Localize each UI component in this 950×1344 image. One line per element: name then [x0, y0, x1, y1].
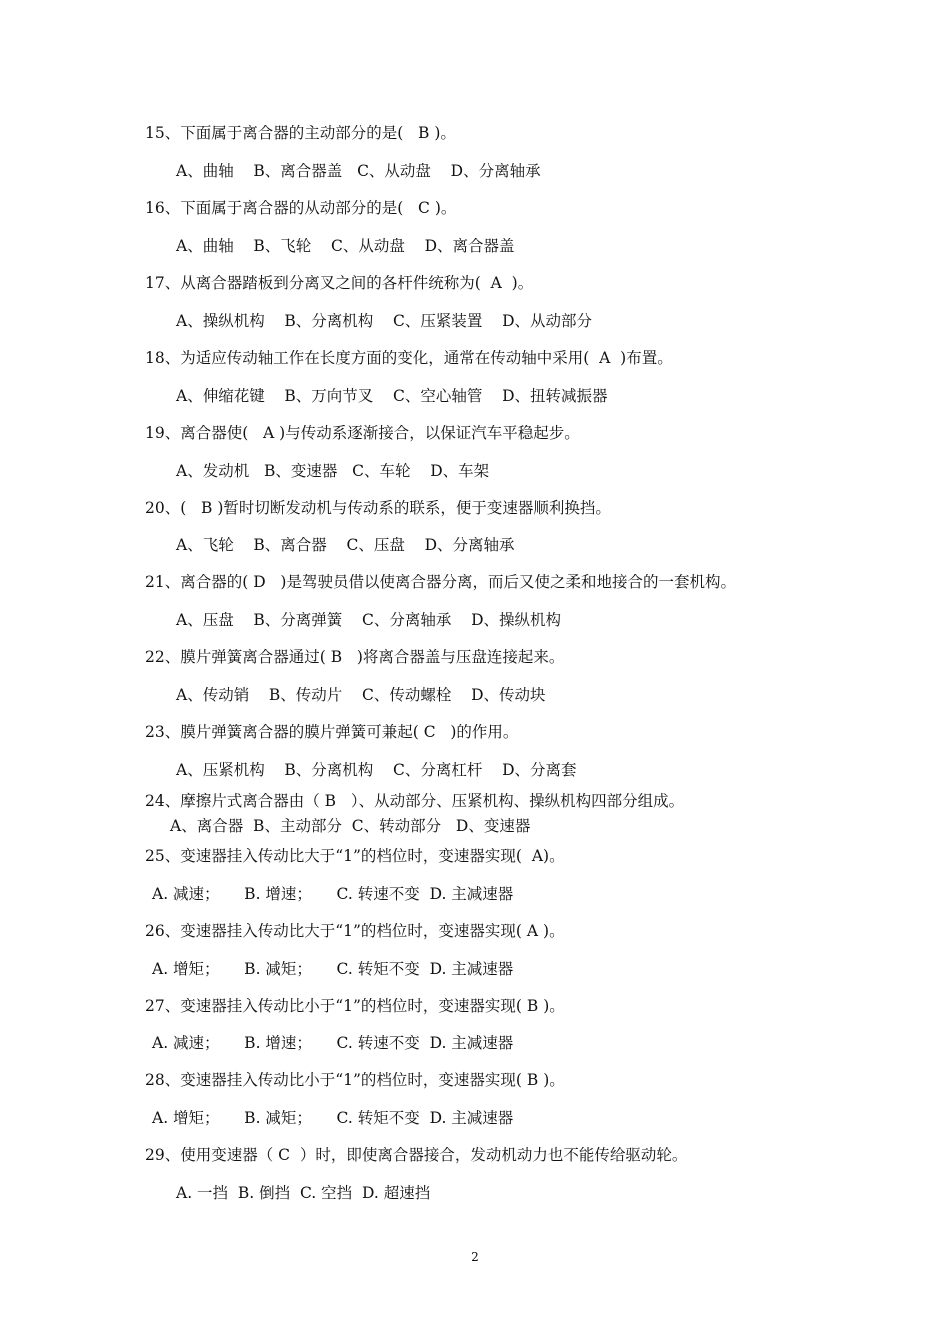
question-16: 16、下面属于离合器的从动部分的是( C )。 [145, 199, 457, 217]
options-19: A、发动机 B、变速器 C、车轮 D、车架 [176, 462, 490, 480]
question-29: 29、使用变速器（ C ）时，即使离合器接合，发动机动力也不能传给驱动轮。 [145, 1146, 688, 1164]
options-29: A. 一挡 B. 倒挡 C. 空挡 D. 超速挡 [176, 1184, 431, 1202]
page-number: 2 [471, 1250, 479, 1264]
question-23: 23、膜片弹簧离合器的膜片弹簧可兼起( C )的作用。 [145, 723, 519, 741]
question-21: 21、离合器的( D )是驾驶员借以使离合器分离，而后又使之柔和地接合的一套机构。 [145, 573, 736, 591]
options-26: A. 增矩； B. 减矩； C. 转矩不变 D. 主减速器 [152, 960, 514, 978]
question-15: 15、下面属于离合器的主动部分的是( B )。 [145, 124, 456, 142]
options-16: A、曲轴 B、飞轮 C、从动盘 D、离合器盖 [176, 237, 515, 255]
question-18: 18、为适应传动轴工作在长度方面的变化，通常在传动轴中采用( A )布置。 [145, 349, 673, 367]
options-20: A、飞轮 B、离合器 C、压盘 D、分离轴承 [176, 536, 515, 554]
question-28: 28、变速器挂入传动比小于“1”的档位时，变速器实现( B )。 [145, 1071, 565, 1089]
options-24: A、离合器 B、主动部分 C、转动部分 D、变速器 [170, 817, 531, 835]
options-27: A. 减速； B. 增速； C. 转速不变 D. 主减速器 [152, 1034, 514, 1052]
options-23: A、压紧机构 B、分离机构 C、分离杠杆 D、分离套 [176, 761, 577, 779]
question-19: 19、离合器使( A )与传动系逐渐接合，以保证汽车平稳起步。 [145, 424, 580, 442]
question-17: 17、从离合器踏板到分离叉之间的各杆件统称为( A )。 [145, 274, 534, 292]
options-28: A. 增矩； B. 减矩； C. 转矩不变 D. 主减速器 [152, 1109, 514, 1127]
options-25: A. 减速； B. 增速； C. 转速不变 D. 主减速器 [152, 885, 514, 903]
question-24: 24、摩擦片式离合器由（ B ）、从动部分、压紧机构、操纵机构四部分组成。 [145, 792, 685, 810]
question-25: 25、变速器挂入传动比大于“1”的档位时，变速器实现( A)。 [145, 847, 565, 865]
options-22: A、传动销 B、传动片 C、传动螺栓 D、传动块 [176, 686, 546, 704]
question-27: 27、变速器挂入传动比小于“1”的档位时，变速器实现( B )。 [145, 997, 565, 1015]
options-21: A、压盘 B、分离弹簧 C、分离轴承 D、操纵机构 [176, 611, 561, 629]
options-18: A、伸缩花键 B、万向节叉 C、空心轴管 D、扭转减振器 [176, 387, 608, 405]
question-22: 22、膜片弹簧离合器通过( B )将离合器盖与压盘连接起来。 [145, 648, 565, 666]
options-15: A、曲轴 B、离合器盖 C、从动盘 D、分离轴承 [176, 162, 541, 180]
options-17: A、操纵机构 B、分离机构 C、压紧装置 D、从动部分 [176, 312, 592, 330]
question-20: 20、( B )暂时切断发动机与传动系的联系，便于变速器顺利换挡。 [145, 499, 611, 517]
question-26: 26、变速器挂入传动比大于“1”的档位时，变速器实现( A )。 [145, 922, 565, 940]
